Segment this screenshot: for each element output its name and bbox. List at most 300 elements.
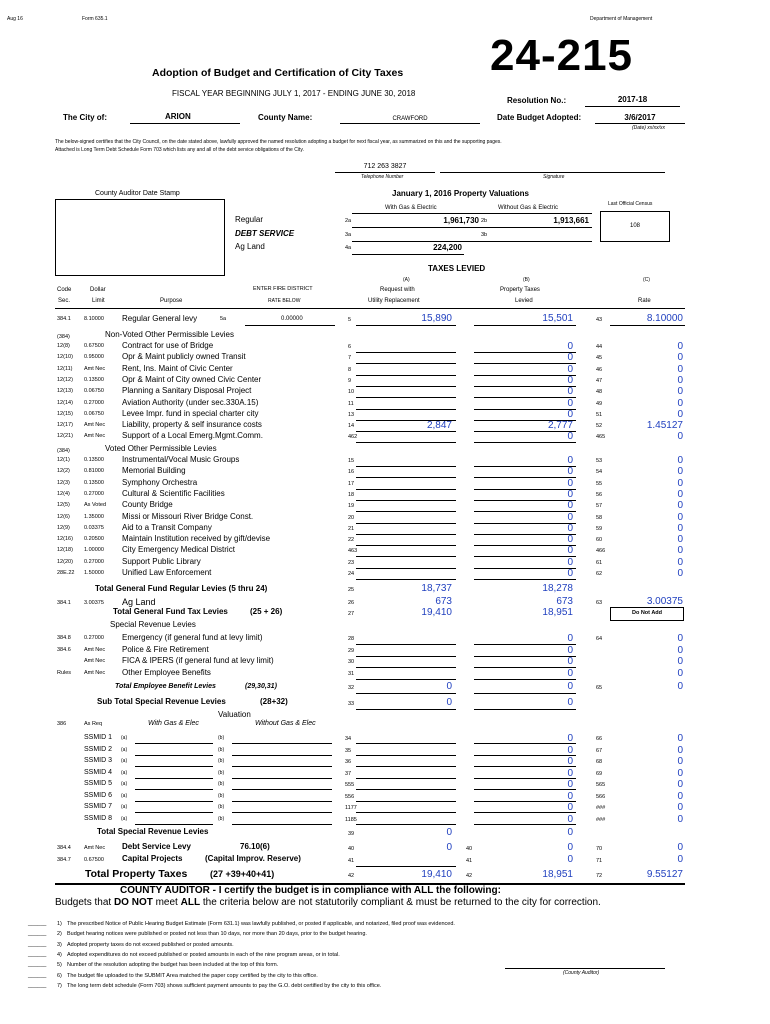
ssmid-request-field[interactable] [356, 812, 456, 813]
ssmid-with-field[interactable] [135, 789, 213, 790]
ssmid-line: 1177 [345, 805, 357, 811]
checklist-blank[interactable]: ______ [28, 962, 47, 969]
ssmid-label: SSMID 6 [84, 791, 113, 799]
ssmid-with-field[interactable] [135, 824, 213, 825]
row-rate-line: 58 [596, 514, 603, 521]
census-label: Last Official Census [608, 201, 653, 207]
limit-header: Limit [92, 298, 105, 304]
total-property-taxes-rate: 9.55127 [646, 869, 683, 880]
request-field-line [356, 534, 456, 535]
ssmid-with-field[interactable] [135, 755, 213, 756]
ssmid-with-field[interactable] [135, 801, 213, 802]
ssmid-limit: As Req [84, 721, 103, 727]
row-limit: 0.27000 [84, 399, 104, 406]
request-field-line [356, 489, 456, 490]
row-limit: As Voted [84, 502, 107, 509]
row-rate-line: 62 [596, 571, 603, 577]
regular-purpose: Regular General levy [122, 314, 198, 323]
regular-code-b: 2b [481, 218, 488, 224]
row-purpose: Symphony Orchestra [122, 477, 198, 487]
regular-rate-line: 43 [596, 317, 603, 323]
row-purpose: Support Public Library [122, 556, 201, 566]
ssmid-b-tag: (b) [218, 815, 225, 822]
checklist-blank[interactable]: ______ [28, 951, 47, 958]
ssmid-rate-line: ### [596, 805, 606, 811]
checklist-number: 2) [57, 931, 62, 938]
debt-service-request: 0 [446, 842, 452, 853]
ssmid-request-field[interactable] [356, 801, 456, 802]
row-line-number: 19 [348, 503, 355, 510]
row-levied: 0 [567, 534, 573, 546]
ssmid-line: 556 [345, 793, 355, 800]
subtotal-special-sum: (28+32) [260, 697, 288, 706]
ssmid-levied: 0 [567, 733, 573, 744]
row-rate: 0 [677, 534, 683, 546]
sec-header: Sec. [58, 298, 71, 304]
ssmid-with-label: With Gas & Elec [148, 720, 199, 727]
capital-projects-label: Capital Projects [122, 854, 183, 863]
date-adopted-value: 3/6/2017 [624, 113, 656, 122]
ssmid-request-field[interactable] [356, 778, 456, 779]
request-field-line [356, 545, 456, 546]
request-field-line [356, 556, 456, 557]
ssmid-without-field[interactable] [232, 755, 332, 756]
regular-request: 15,890 [421, 313, 452, 324]
total-general-sum: (25 + 26) [250, 607, 283, 616]
row-rate-line: 61 [596, 559, 603, 566]
ssmid-rate-line: 565 [596, 782, 606, 788]
row-rate: 0 [677, 466, 683, 478]
ssmid-levied-field [474, 766, 576, 767]
row-limit: 0.20500 [84, 536, 104, 543]
request-field-line [356, 442, 456, 443]
checklist-blank[interactable]: ______ [28, 921, 47, 927]
row-limit: 0.13500 [84, 479, 104, 486]
ssmid-with-field[interactable] [135, 778, 213, 779]
page-title: Adoption of Budget and Certification of City Taxes [152, 67, 404, 79]
employee-benefit-label: Total Employee Benefit Levies [115, 683, 216, 690]
do-not-add-label: Do Not Add [631, 610, 663, 616]
total-general-line: 27 [348, 611, 355, 617]
debt-code: 384.4 [57, 845, 71, 851]
employee-benefit-rate: 0 [677, 681, 683, 692]
ssmid-with-field[interactable] [135, 743, 213, 744]
row-rate-line: 49 [596, 400, 603, 407]
total-regular-levied: 18,278 [542, 583, 573, 594]
request-field-line [356, 431, 456, 432]
row-code: 12(10) [57, 354, 73, 361]
row-rate: 0 [677, 568, 683, 579]
ssmid-label: SSMID 2 [84, 745, 113, 753]
row-rate-line: 57 [596, 503, 603, 510]
auditor-stamp-label: County Auditor Date Stamp [95, 190, 180, 197]
row-limit: Amt Nec [84, 646, 106, 653]
row-levied: 0 [567, 363, 573, 375]
row-line-number: 11 [348, 400, 354, 407]
ssmid-levied: 0 [567, 756, 573, 767]
date-adopted-label: Date Budget Adopted: [497, 113, 582, 122]
regular-line: 5 [348, 317, 352, 323]
row-limit: 0.81000 [84, 468, 104, 475]
ssmid-without-field[interactable] [232, 766, 332, 767]
request-field-line [356, 375, 456, 376]
row-limit: 0.27000 [84, 558, 104, 565]
ssmid-line: 1185 [345, 816, 357, 823]
row-rate: 0 [677, 431, 683, 443]
ssmid-rate-line: 566 [596, 793, 606, 800]
row-limit: Amt Nec [84, 669, 106, 676]
city-label: The City of: [63, 113, 107, 122]
request-field-line [356, 667, 456, 668]
row-code: 12(9) [57, 524, 70, 531]
signature-label: Signature [543, 174, 565, 180]
ssmid-levied: 0 [567, 744, 573, 756]
row-request[interactable]: 2,847 [426, 420, 452, 432]
ssmid-without-field[interactable] [232, 743, 332, 744]
capital-code: 384.7 [57, 857, 71, 863]
ssmid-b-tag: (b) [218, 804, 225, 810]
row-levied: 0 [567, 352, 573, 364]
ssmid-levied-field [474, 801, 576, 802]
row-code: 12(11) [57, 365, 73, 372]
nonvoted-heading: Non-Voted Other Permissible Levies [105, 330, 234, 339]
row-purpose: Opr & Maint of City owned Civic Center [122, 374, 262, 384]
row-code: 12(12) [57, 376, 73, 383]
checklist-number: 3) [57, 941, 62, 948]
ssmid-levied-field [474, 812, 576, 813]
request-field-line [356, 523, 456, 524]
debt-code-b: 3b [481, 232, 488, 238]
checklist-blank[interactable]: ______ [28, 941, 47, 948]
ssmid-label: SSMID 5 [84, 780, 113, 787]
ag-code: 4a [345, 245, 352, 251]
ssmid-levied-field [474, 778, 576, 779]
department-name: Department of Management [590, 16, 653, 22]
row-rate-line: 465 [596, 434, 606, 441]
row-code: 12(8) [57, 343, 70, 349]
row-line-number: 29 [348, 647, 355, 654]
row-levied: 0 [567, 511, 573, 523]
row-limit: 0.13500 [84, 457, 104, 463]
row-limit: 1.00000 [84, 547, 104, 554]
row-purpose: Maintain Institution received by gift/devise [122, 534, 271, 544]
row-purpose: Unified Law Enforcement [122, 568, 212, 577]
ssmid-rate: 0 [677, 790, 683, 802]
telephone-number: 712 263 3827 [363, 163, 407, 170]
debt-service-rate-line: 70 [596, 846, 603, 852]
row-line-number: 31 [348, 670, 355, 677]
row-purpose: Aviation Authority (under sec.330A.15) [122, 397, 259, 407]
regular-without-value: 1,913,661 [553, 216, 589, 225]
nonvoted-code: (384) [57, 334, 70, 340]
total-general-request: 19,410 [421, 607, 452, 618]
ssmid-b-tag: (b) [218, 758, 225, 764]
row-rate-line: 47 [596, 377, 603, 384]
row-rate-line: 64 [596, 636, 603, 642]
row-rate: 0 [677, 656, 683, 667]
ssmid-code: 386 [57, 721, 67, 727]
ssmid-a-tag: (a) [121, 769, 128, 776]
row-purpose: Planning a Sanitary Disposal Project [122, 386, 252, 396]
row-code: 12(3) [57, 479, 70, 486]
row-line-number: 20 [348, 514, 355, 521]
employee-benefit-request: 0 [446, 681, 452, 692]
debt-service-label: Debt Service Levy [122, 842, 191, 851]
row-purpose: Support of a Local Emerg.Mgmt.Comm. [122, 431, 263, 441]
row-levied: 0 [567, 644, 573, 656]
row-limit: 1.50000 [84, 570, 104, 576]
debt-service-ref: 76.10(6) [240, 842, 270, 851]
county-auditor-label: (County Auditor) [563, 970, 600, 976]
ssmid-request-field[interactable] [356, 824, 456, 825]
row-rate-line: 59 [596, 525, 603, 532]
row-rate: 0 [677, 363, 683, 375]
row-line-number: 463 [348, 548, 358, 555]
row-purpose: City Emergency Medical District [122, 545, 235, 555]
big-form-number: 24-215 [490, 31, 634, 80]
request-field-line [356, 644, 456, 645]
without-gas-label: Without Gas & Electric [498, 205, 559, 211]
row-limit: Amt Nec [84, 658, 106, 664]
ssmid-without-field[interactable] [232, 778, 332, 779]
ag-levy-rate-line: 63 [596, 600, 603, 606]
col-a-label: (A) [403, 277, 410, 283]
rate-below-header: RATE BELOW [268, 298, 301, 304]
row-rate: 0 [677, 633, 683, 644]
row-code: 12(5) [57, 502, 70, 509]
checklist-text: The long term debt schedule (Form 703) shows sufficient payment amounts to pay the G.O. debt certified by the city to this office. [67, 982, 382, 989]
row-line-number: 30 [348, 659, 355, 665]
ssmid-label: SSMID 3 [84, 757, 113, 764]
ssmid-label: SSMID 7 [84, 803, 113, 810]
checklist-blank[interactable]: ______ [28, 982, 47, 989]
ssmid-with-field[interactable] [135, 766, 213, 767]
ssmid-levied-field [474, 789, 576, 790]
levied-field-line [474, 442, 576, 443]
voted-code: (384) [57, 448, 70, 454]
row-rate: 1.45127 [646, 420, 683, 432]
row-purpose: Opr & Maint publicly owned Transit [122, 352, 246, 362]
subtotal-special-label: Sub Total Special Revenue Levies [97, 697, 226, 706]
total-property-taxes-sum: (27 +39+40+41) [210, 869, 275, 879]
checklist-number: 1) [57, 921, 62, 927]
row-levied: 0 [567, 556, 573, 568]
checklist-text: Adopted property taxes do not exceed published or posted amounts. [67, 941, 234, 948]
taxes-levied-title: TAXES LEVIED [428, 264, 486, 273]
certify-heading: COUNTY AUDITOR - I certify the budget is in compliance with ALL the following: [120, 885, 501, 896]
debt-service-label: DEBT SERVICE [235, 229, 295, 238]
row-limit: Amt Nec [84, 365, 106, 372]
row-levied: 0 [567, 455, 573, 466]
ag-levy-rate: 3.00375 [646, 596, 683, 607]
ssmid-without-field[interactable] [232, 812, 332, 813]
ssmid-request-field[interactable] [356, 755, 456, 756]
checklist-blank[interactable]: ______ [28, 972, 47, 979]
ssmid-rate-line: 69 [596, 770, 603, 777]
date-format-hint: (Date) xx/xx/xx [632, 125, 666, 131]
regular-limit: 8.10000 [84, 316, 104, 322]
county-name: CRAWFORD [392, 116, 428, 122]
row-levied: 0 [567, 341, 573, 352]
row-code: 28E.22 [57, 570, 75, 576]
regular-levied: 15,501 [542, 313, 573, 324]
capital-limit: 0.67500 [84, 857, 104, 863]
ssmid-levied-field [474, 743, 576, 744]
row-limit: 1.35000 [84, 513, 104, 520]
checklist-text: The prescribed Notice of Public Hearing Budget Estimate (Form 631.1) was lawfully published, or posted if applicable, and notarized, filed proof was evidenced. [67, 921, 455, 927]
intro-text-1: The below-signed certifies that the City Council, on the date stated above, lawfully approved the named resolution adopting a budget for next fiscal year, as summarized on this and the supporting pages. [55, 139, 502, 145]
total-property-taxes-line: 42 [348, 873, 355, 879]
row-rate: 0 [677, 522, 683, 534]
row-code: 12(14) [57, 399, 73, 406]
dollar-header: Dollar [90, 287, 106, 293]
capital-projects-ref: (Capital Improv. Reserve) [205, 854, 301, 863]
valuations-title: January 1, 2016 Property Valuations [392, 189, 529, 198]
regular-code-a: 2a [345, 218, 352, 224]
enter-fire-header: ENTER FIRE DISTRICT [253, 286, 313, 292]
regular-label: Regular [235, 215, 264, 224]
col-b-label: (B) [523, 277, 530, 283]
capital-projects-line: 41 [348, 858, 355, 864]
row-limit: 0.06750 [84, 410, 104, 417]
ssmid-rate: 0 [677, 779, 683, 790]
row-rate: 0 [677, 408, 683, 420]
ag-levy-code: 384.1 [57, 600, 71, 606]
request-field-line [356, 679, 456, 680]
row-limit: Amt Nec [84, 422, 106, 429]
ssmid-levied-field [474, 755, 576, 756]
debt-service-rate: 0 [677, 842, 683, 853]
row-levied: 0 [567, 397, 573, 409]
ssmid-levied: 0 [567, 813, 573, 825]
ssmid-request-field[interactable] [356, 789, 456, 790]
debt-code-a: 3a [345, 232, 352, 238]
property-taxes-header: Property Taxes [500, 287, 540, 293]
ssmid-rate: 0 [677, 802, 683, 813]
ssmid-line: 36 [345, 759, 352, 765]
row-levied: 0 [567, 466, 573, 478]
row-limit: 0.03375 [84, 524, 104, 531]
row-rate: 0 [677, 488, 683, 500]
request-field-line [356, 409, 456, 410]
row-line-number: 9 [348, 377, 352, 384]
row-line-number: 24 [348, 571, 355, 577]
row-rate-line: 55 [596, 480, 603, 487]
row-code: 12(1) [57, 457, 70, 463]
purpose-header: Purpose [160, 298, 183, 304]
special-revenue-heading: Special Revenue Levies [110, 620, 196, 629]
row-code: 12(13) [57, 388, 73, 395]
total-property-taxes-rate-line: 72 [596, 873, 603, 879]
ssmid-line: 35 [345, 747, 352, 754]
row-levied: 0 [567, 522, 573, 534]
row-line-number: 462 [348, 434, 358, 441]
request-field-line [356, 397, 456, 398]
row-rate: 0 [677, 352, 683, 364]
row-rate: 0 [677, 341, 683, 352]
ssmid-label: SSMID 8 [84, 814, 113, 822]
checklist-text: Adopted expenditures do not exceed published or posted amounts in each of the nine program areas, or in total. [67, 951, 340, 958]
row-line-number: 28 [348, 636, 355, 642]
row-rate-line: 52 [596, 423, 603, 430]
checklist-number: 4) [57, 951, 62, 958]
ssmid-without-field[interactable] [232, 824, 332, 825]
request-field-line [356, 568, 456, 569]
row-purpose: Rent, Ins. Maint of Civic Center [122, 363, 233, 373]
row-code: 12(16) [57, 536, 73, 543]
row-line-number: 13 [348, 411, 355, 418]
fiscal-year: FISCAL YEAR BEGINNING JULY 1, 2017 - ENDING JUNE 30, 2018 [172, 89, 416, 98]
ssmid-levied: 0 [567, 767, 573, 779]
ssmid-levied: 0 [567, 779, 573, 790]
row-rate-line: 45 [596, 355, 603, 362]
request-field-line [356, 386, 456, 387]
row-purpose: Missi or Missouri River Bridge Const. [122, 511, 254, 521]
row-line-number: 21 [348, 525, 355, 532]
row-purpose: Other Employee Benefits [122, 667, 211, 677]
row-purpose: Cultural & Scientific Facilities [122, 488, 225, 498]
row-purpose: Liability, property & self insurance costs [122, 420, 262, 430]
ssmid-label: SSMID 4 [84, 768, 113, 776]
ssmid-rate: 0 [677, 756, 683, 767]
ssmid-without-field[interactable] [232, 789, 332, 790]
row-limit: 0.13500 [84, 376, 104, 383]
checklist-blank[interactable]: ______ [28, 931, 47, 938]
valuation-heading: Valuation [218, 710, 251, 719]
subtotal-special-line: 33 [348, 701, 355, 707]
ssmid-request-field[interactable] [356, 766, 456, 767]
row-levied: 0 [567, 500, 573, 512]
request-field-line [356, 579, 456, 580]
debt-service-levied: 0 [567, 842, 573, 853]
row-levied: 0 [567, 431, 573, 443]
subtotal-special-request: 0 [446, 697, 452, 708]
regular-sub: 5a [220, 316, 227, 322]
county-label: County Name: [258, 113, 313, 122]
row-line-number: 18 [348, 491, 355, 498]
ssmid-a-tag: (a) [121, 735, 128, 741]
employee-benefit-rate-line: 65 [596, 685, 603, 691]
row-rate-line: 466 [596, 548, 606, 555]
print-date: Aug 16 [7, 16, 23, 22]
checklist-text: The budget file uploaded to the SUBMIT Area matched the paper copy certified by the city to this office. [67, 972, 318, 979]
request-header: Request with [380, 287, 415, 293]
row-purpose: Memorial Building [122, 466, 186, 476]
levied-header: Levied [515, 298, 533, 304]
row-line-number: 10 [348, 389, 355, 396]
ssmid-rate: 0 [677, 733, 683, 744]
row-rate: 0 [677, 477, 683, 489]
row-limit: 0.67500 [84, 343, 104, 349]
row-purpose: Contract for use of Bridge [122, 341, 214, 350]
total-regular-request: 18,737 [421, 583, 452, 594]
checklist-number: 5) [57, 962, 62, 969]
telephone-label: Telephone Number [361, 174, 404, 180]
row-rate-line: 46 [596, 366, 603, 373]
request-field-line [356, 477, 456, 478]
row-rate: 0 [677, 545, 683, 557]
row-code: 12(20) [57, 558, 73, 565]
row-rate-line: 51 [596, 411, 603, 418]
ssmid-rate-line: ### [596, 816, 606, 823]
ssmid-rate: 0 [677, 744, 683, 756]
city-name: ARION [165, 112, 191, 121]
ssmid-with-field[interactable] [135, 812, 213, 813]
regular-code: 384.1 [57, 316, 71, 322]
row-levied: 0 [567, 633, 573, 644]
ssmid-without-field[interactable] [232, 801, 332, 802]
ssmid-request-field[interactable] [356, 743, 456, 744]
